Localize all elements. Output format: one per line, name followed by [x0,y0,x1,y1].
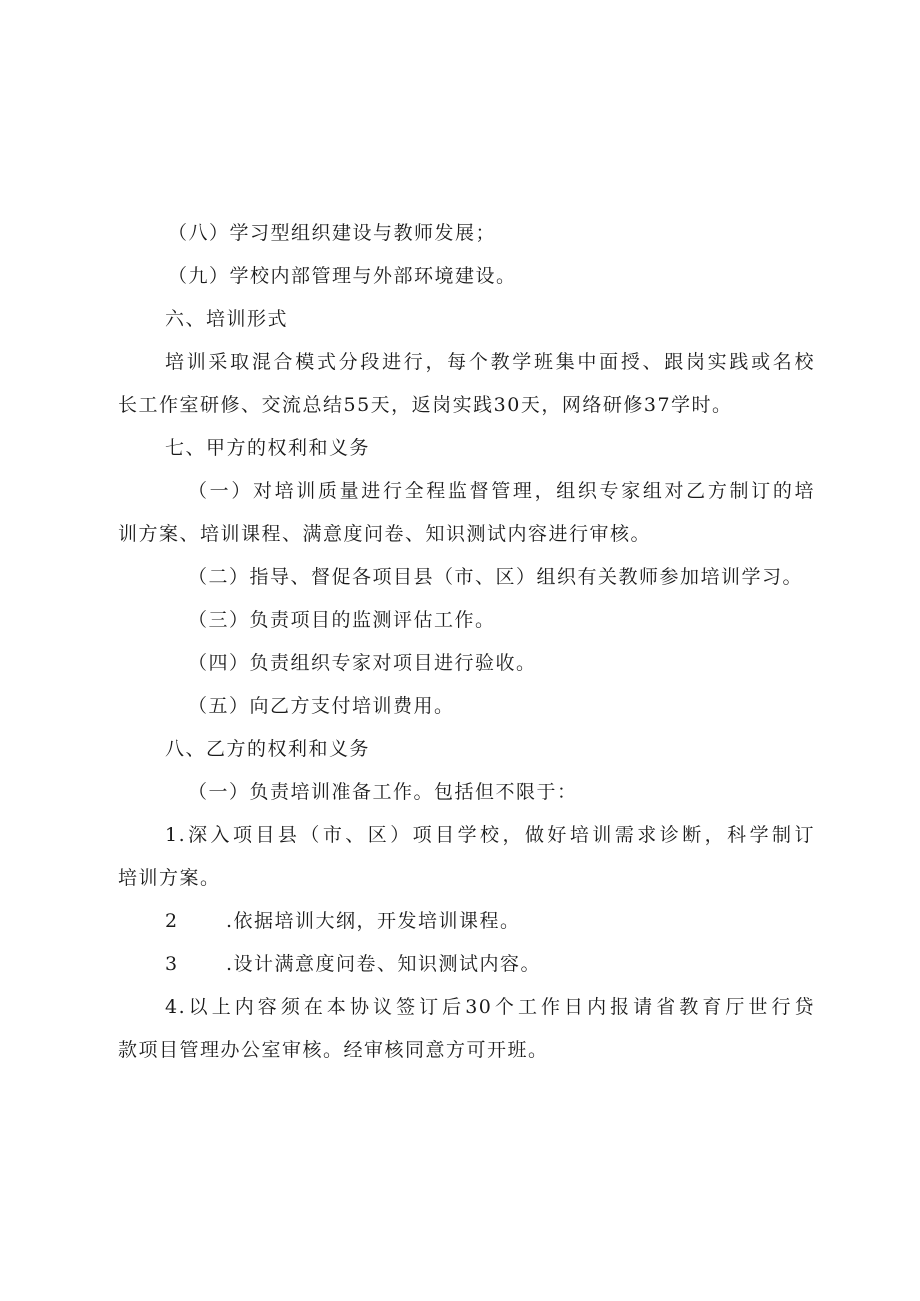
paragraph-line: 款项目管理办公室审核。经审核同意方可开班。 [118,1039,549,1061]
list-item-4: （四）负责组织专家对项目进行验收。 [188,652,537,674]
paragraph-line: 训方案、培训课程、满意度问卷、知识测试内容进行审核。 [118,523,652,545]
numbered-item-2-number: 2 [165,910,179,932]
paragraph-line: 培训方案。 [118,867,221,889]
section-heading-7: 七、甲方的权利和义务 [165,437,371,459]
list-item-5: （五）向乙方支付培训费用。 [188,695,455,717]
numbered-item-3-text: .设计满意度问卷、知识测试内容。 [226,953,542,975]
section-heading-8: 八、乙方的权利和义务 [165,738,371,760]
list-item-8: （八）学习型组织建设与教师发展； [168,222,497,244]
list-item-3: （三）负责项目的监测评估工作。 [188,609,496,631]
list-item-1: （一）负责培训准备工作。包括但不限于： [188,781,578,803]
paragraph-line: 长工作室研修、交流总结55天，返岗实践30天，网络研修37学时。 [118,394,733,416]
section-heading-6: 六、培训形式 [165,308,289,330]
paragraph-line: 培训采取混合模式分段进行，每个教学班集中面授、跟岗实践或名校 [165,351,815,373]
numbered-item-3-number: 3 [165,953,179,975]
list-item-1: （一）对培训质量进行全程监督管理，组织专家组对乙方制订的培 [188,480,815,502]
list-item-9: （九）学校内部管理与外部环境建设。 [168,265,517,287]
list-item-2: （二）指导、督促各项目县（市、区）组织有关教师参加培训学习。 [188,566,804,588]
numbered-item-2-text: .依据培训大纲，开发培训课程。 [226,910,521,932]
numbered-item-4: 4.以上内容须在本协议签订后30个工作日内报请省教育厅世行贷 [165,996,815,1018]
numbered-item-1: 1.深入项目县（市、区）项目学校，做好培训需求诊断，科学制订 [165,824,815,846]
